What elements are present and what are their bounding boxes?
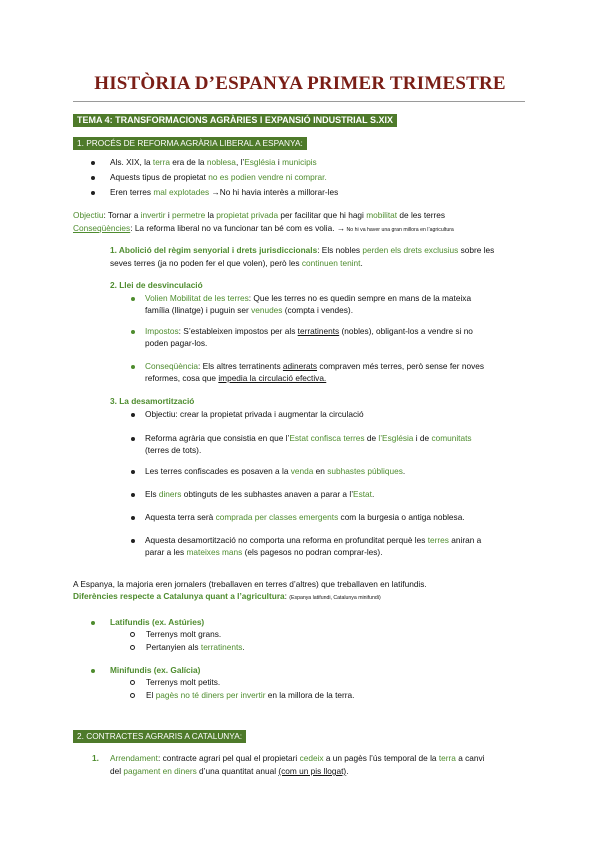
arrendament-line: Arrendament: contracte agrari pel qual el propietari cedeix a un pagès l’ús temporal de la terra a canvi bbox=[110, 753, 485, 763]
bullet-icon bbox=[91, 161, 95, 165]
minifundis-petits: Terrenys molt petits. bbox=[146, 677, 221, 687]
minifundis-pages: El pagès no té diners per invertir en la millora de la terra. bbox=[146, 690, 355, 700]
latifundis-heading: Latifundis (ex. Astúries) bbox=[110, 617, 205, 627]
desam-venda: Les terres confiscades es posaven a la venda en subhastes públiques. bbox=[145, 466, 406, 476]
minifundis-heading: Minifundis (ex. Galícia) bbox=[110, 665, 201, 675]
section-2-heading: 2. CONTRACTES AGRARIS A CATALUNYA: bbox=[73, 730, 246, 743]
bullet-icon bbox=[131, 297, 135, 301]
impostos-line-2: poden pagar-los. bbox=[145, 338, 208, 348]
impostos-line: Impostos: S’estableixen impostos per als terratinents (nobles), obligant-los a vendre si no bbox=[145, 326, 473, 336]
desam-profunditat-2: parar a les mateixes mans (els pagesos no podran comprar-les). bbox=[145, 547, 383, 557]
espanya-jornalers: A Espanya, la majoria eren jornalers (treballaven en terres d’altres) que treballaven en latifundis. bbox=[73, 579, 427, 589]
bullet-icon bbox=[91, 621, 95, 625]
mobilitat-line-2: família (llinatge) i puguin ser venudes (compta i vendes). bbox=[145, 305, 354, 315]
llei-desvinculacio-heading: 2. Llei de desvinculació bbox=[110, 280, 203, 290]
abolicio-line-2: seves terres (ja no poden fer el que volen), però les continuen tenint. bbox=[110, 258, 363, 268]
title-divider bbox=[73, 101, 525, 102]
latifundis-terratinents: Pertanyien als terratinents. bbox=[146, 642, 245, 652]
arrendament-line-2: del pagament en diners d’una quantitat anual (com un pis llogat). bbox=[110, 766, 349, 776]
latifundis-grans: Terrenys molt grans. bbox=[146, 629, 222, 639]
desam-reforma: Reforma agrària que consistia en que l’Estat confisca terres de l’Església i de comunitats bbox=[145, 433, 472, 443]
objectiu-line: Objectiu: Tornar a invertir i permetre la propietat privada per facilitar que hi hagi mobilitat de les terres bbox=[73, 210, 446, 220]
consequencies-line: Conseqüències: La reforma liberal no va funcionar tan bé com es volia. → No hi va haver una gran millora en l’agricultura bbox=[73, 223, 454, 233]
desam-comprada: Aquesta terra serà comprada per classes emergents com la burgesia o antiga noblesa. bbox=[145, 512, 465, 522]
circle-bullet-icon bbox=[130, 632, 135, 637]
desam-reforma-2: (terres de tots). bbox=[145, 445, 202, 455]
bullet-mal-explotades: Eren terres mal explotades →No hi havia interès a millorar-les bbox=[110, 187, 339, 197]
desam-profunditat: Aquesta desamortització no comporta una reforma en profunditat perquè les terres aniran a bbox=[145, 535, 482, 545]
bullet-icon bbox=[131, 493, 135, 497]
desamortitzacio-heading: 3. La desamortització bbox=[110, 396, 195, 406]
bullet-icon bbox=[131, 470, 135, 474]
mobilitat-line: Volien Mobilitat de les terres: Que les terres no es quedin sempre en mans de la mateixa bbox=[145, 293, 472, 303]
bullet-icon bbox=[91, 176, 95, 180]
section-1-heading: 1. PROCÉS DE REFORMA AGRÀRIA LIBERAL A ESPANYA: bbox=[73, 137, 307, 150]
bullet-icon bbox=[131, 539, 135, 543]
bullet-terra-noblesa: Als. XIX, la terra era de la noblesa, l’Església i municipis bbox=[110, 157, 317, 167]
bullet-icon bbox=[131, 413, 135, 417]
bullet-icon bbox=[131, 437, 135, 441]
bullet-icon bbox=[131, 365, 135, 369]
tema-heading: TEMA 4: TRANSFORMACIONS AGRÀRIES I EXPANSIÓ INDUSTRIAL S.XIX bbox=[73, 114, 397, 127]
bullet-icon bbox=[131, 330, 135, 334]
list-number: 1. bbox=[92, 753, 99, 763]
bullet-propietat: Aquests tipus de propietat no es podien vendre ni comprar. bbox=[110, 172, 327, 182]
consequencia-line: Conseqüència: Els altres terratinents adinerats compraven més terres, però sense fer noves bbox=[145, 361, 484, 371]
desam-objectiu: Objectiu: crear la propietat privada i augmentar la circulació bbox=[145, 409, 364, 419]
bullet-icon bbox=[91, 191, 95, 195]
circle-bullet-icon bbox=[130, 645, 135, 650]
bullet-icon bbox=[91, 669, 95, 673]
page-title: HISTÒRIA D’ESPANYA PRIMER TRIMESTRE bbox=[94, 73, 506, 94]
circle-bullet-icon bbox=[130, 680, 135, 685]
desam-diners: Els diners obtinguts de les subhastes anaven a parar a l’Estat. bbox=[145, 489, 375, 499]
circle-bullet-icon bbox=[130, 693, 135, 698]
consequencia-line-2: reformes, cosa que impedia la circulació efectiva. bbox=[145, 373, 327, 383]
diferencies-line: Diferències respecte a Catalunya quant a l’agricultura: (Espanya latifundi, Catalunya minifundi) bbox=[73, 591, 381, 601]
bullet-icon bbox=[131, 516, 135, 520]
abolicio-line: 1. Abolició del règim senyorial i drets jurisdiccionals: Els nobles perden els drets exclusius sobre les bbox=[110, 245, 495, 255]
